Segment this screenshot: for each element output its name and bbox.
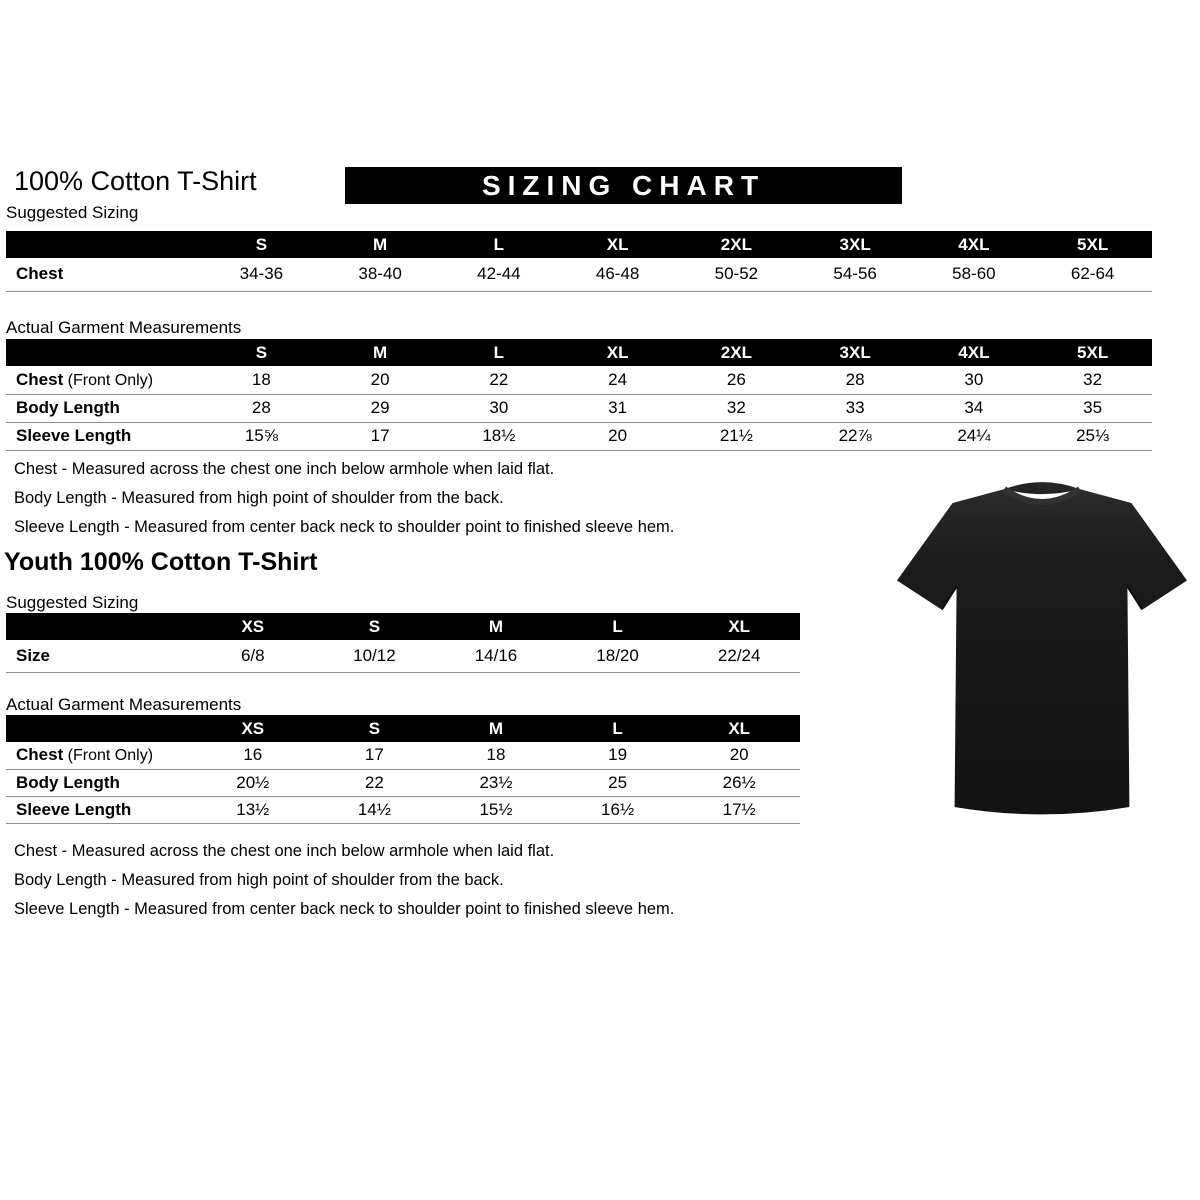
- cell: 21½: [719, 426, 753, 445]
- corner-cell: [6, 715, 192, 742]
- cell: 17: [370, 426, 390, 445]
- tshirt-product-image: [893, 478, 1191, 828]
- cell: 10/12: [353, 645, 396, 665]
- row-label: Sleeve Length: [16, 426, 132, 445]
- col-header: M: [321, 339, 440, 366]
- table-row: [6, 796, 800, 823]
- row-label: Chest: [16, 264, 64, 284]
- adult-section-title: 100% Cotton T-Shirt: [14, 166, 257, 196]
- cell: 23½: [479, 772, 513, 792]
- row-label: Chest: [16, 745, 64, 765]
- col-header: 5XL: [1033, 231, 1152, 258]
- table-row: [6, 366, 1152, 394]
- youth-actual-table: [6, 715, 800, 824]
- cell: 18: [486, 745, 506, 765]
- col-header: XS: [192, 715, 314, 742]
- cell: 31: [608, 398, 628, 417]
- col-header: 5XL: [1033, 339, 1152, 366]
- col-header: XS: [192, 613, 314, 640]
- header-row: [6, 231, 1152, 258]
- cell: 26: [726, 369, 746, 389]
- table-row: [6, 742, 800, 769]
- row-label-suffix: (Front Only): [63, 747, 154, 765]
- cell: 25⅓: [1076, 426, 1110, 445]
- youth-suggested-table: [6, 613, 800, 673]
- header-row: [6, 613, 800, 640]
- row-header: [6, 394, 202, 422]
- corner-cell: [6, 339, 202, 366]
- col-header: XL: [558, 339, 677, 366]
- note-chest: Chest - Measured across the chest one inch below armhole when laid flat.: [14, 842, 555, 860]
- col-header: 3XL: [796, 339, 915, 366]
- col-header: S: [314, 715, 436, 742]
- cell: 20: [370, 369, 390, 389]
- col-header: 2XL: [677, 231, 796, 258]
- cell: 28: [845, 369, 865, 389]
- table-row: [6, 422, 1152, 450]
- row-header: [6, 742, 192, 769]
- cell: 54-56: [833, 264, 877, 284]
- cell: 25: [608, 772, 628, 792]
- col-header: S: [314, 613, 436, 640]
- table-row: [6, 258, 1152, 291]
- cell: 46-48: [595, 264, 640, 284]
- corner-cell: [6, 231, 202, 258]
- table-row: [6, 640, 800, 672]
- row-header: [6, 640, 192, 672]
- adult-actual-measurements-label: Actual Garment Measurements: [6, 318, 242, 337]
- tshirt-back-collar: [1004, 482, 1079, 494]
- cell: 22: [364, 772, 384, 792]
- cell: 28: [251, 398, 271, 417]
- col-header: XL: [558, 231, 677, 258]
- cell: 15½: [479, 799, 513, 819]
- cell: 35: [1083, 398, 1103, 417]
- cell: 13½: [236, 799, 270, 819]
- col-header: XL: [678, 613, 800, 640]
- col-header: XL: [678, 715, 800, 742]
- table-row: [6, 394, 1152, 422]
- col-header: 2XL: [677, 339, 796, 366]
- adult-actual-table: [6, 339, 1152, 451]
- cell: 26½: [722, 772, 756, 792]
- row-label: Body Length: [16, 772, 120, 792]
- col-header: L: [557, 715, 679, 742]
- cell: 32: [1083, 369, 1103, 389]
- cell: 30: [489, 398, 509, 417]
- cell: 17½: [722, 799, 756, 819]
- cell: 58-60: [952, 264, 996, 284]
- cell: 18: [251, 369, 271, 389]
- adult-measurement-notes: [14, 460, 674, 547]
- note-chest: Chest - Measured across the chest one inch below armhole when laid flat.: [14, 460, 555, 478]
- cell: 33: [845, 398, 865, 417]
- cell: 62-64: [1070, 264, 1115, 284]
- col-header: S: [202, 339, 321, 366]
- youth-actual-measurements-label: Actual Garment Measurements: [6, 695, 242, 714]
- note-sleeve-length: Sleeve Length - Measured from center back neck to shoulder point to finished sleeve hem.: [14, 900, 675, 918]
- cell: 50-52: [714, 264, 759, 284]
- cell: 22/24: [717, 645, 761, 665]
- col-header: M: [435, 613, 557, 640]
- cell: 30: [964, 369, 984, 389]
- note-body-length: Body Length - Measured from high point of shoulder from the back.: [14, 871, 504, 889]
- row-header: [6, 769, 192, 796]
- col-header: 4XL: [915, 339, 1034, 366]
- cell: 20½: [236, 772, 270, 792]
- header-row: [6, 339, 1152, 366]
- row-header: [6, 422, 202, 450]
- note-sleeve-length: Sleeve Length - Measured from center back neck to shoulder point to finished sleeve hem.: [14, 518, 675, 536]
- youth-measurement-notes: [14, 842, 674, 929]
- sizing-chart-banner: [345, 167, 902, 204]
- youth-section-title: Youth 100% Cotton T-Shirt: [4, 548, 318, 576]
- cell: 34-36: [239, 264, 284, 284]
- col-header: M: [321, 231, 440, 258]
- banner-text: SIZING CHART: [481, 169, 766, 201]
- cell: 17: [364, 745, 384, 765]
- row-header: [6, 258, 202, 291]
- cell: 24¼: [957, 426, 991, 445]
- youth-suggested-sizing-label: Suggested Sizing: [6, 593, 139, 612]
- cell: 34: [964, 398, 984, 417]
- cell: 18½: [482, 426, 516, 445]
- adult-suggested-table: [6, 231, 1152, 292]
- cell: 19: [608, 745, 628, 765]
- cell: 15⅝: [244, 426, 278, 445]
- col-header: 3XL: [796, 231, 915, 258]
- row-label-suffix: (Front Only): [63, 371, 154, 389]
- col-header: M: [435, 715, 557, 742]
- header-row: [6, 715, 800, 742]
- cell: 14½: [357, 799, 391, 819]
- cell: 42-44: [477, 264, 521, 284]
- corner-cell: [6, 613, 192, 640]
- row-label: Sleeve Length: [16, 799, 132, 819]
- cell: 22: [489, 369, 509, 389]
- col-header: L: [557, 613, 679, 640]
- row-label: Body Length: [16, 398, 120, 417]
- cell: 22⅞: [838, 426, 872, 445]
- row-label: Chest: [16, 369, 64, 389]
- row-label: Size: [16, 645, 51, 665]
- adult-suggested-sizing-label: Suggested Sizing: [6, 203, 139, 222]
- col-header: 4XL: [915, 231, 1034, 258]
- col-header: L: [440, 339, 559, 366]
- cell: 6/8: [240, 645, 265, 665]
- tshirt-body: [897, 489, 1187, 814]
- col-header: S: [202, 231, 321, 258]
- cell: 32: [726, 398, 746, 417]
- table-row: [6, 769, 800, 796]
- cell: 16½: [601, 799, 635, 819]
- cell: 16: [243, 745, 263, 765]
- cell: 24: [608, 369, 628, 389]
- row-header: [6, 796, 192, 823]
- cell: 38-40: [358, 264, 402, 284]
- col-header: L: [440, 231, 559, 258]
- cell: 20: [729, 745, 749, 765]
- cell: 14/16: [474, 645, 518, 665]
- cell: 20: [608, 426, 628, 445]
- row-header: [6, 366, 202, 394]
- note-body-length: Body Length - Measured from high point of shoulder from the back.: [14, 489, 504, 507]
- cell: 18/20: [596, 645, 639, 665]
- cell: 29: [370, 398, 390, 417]
